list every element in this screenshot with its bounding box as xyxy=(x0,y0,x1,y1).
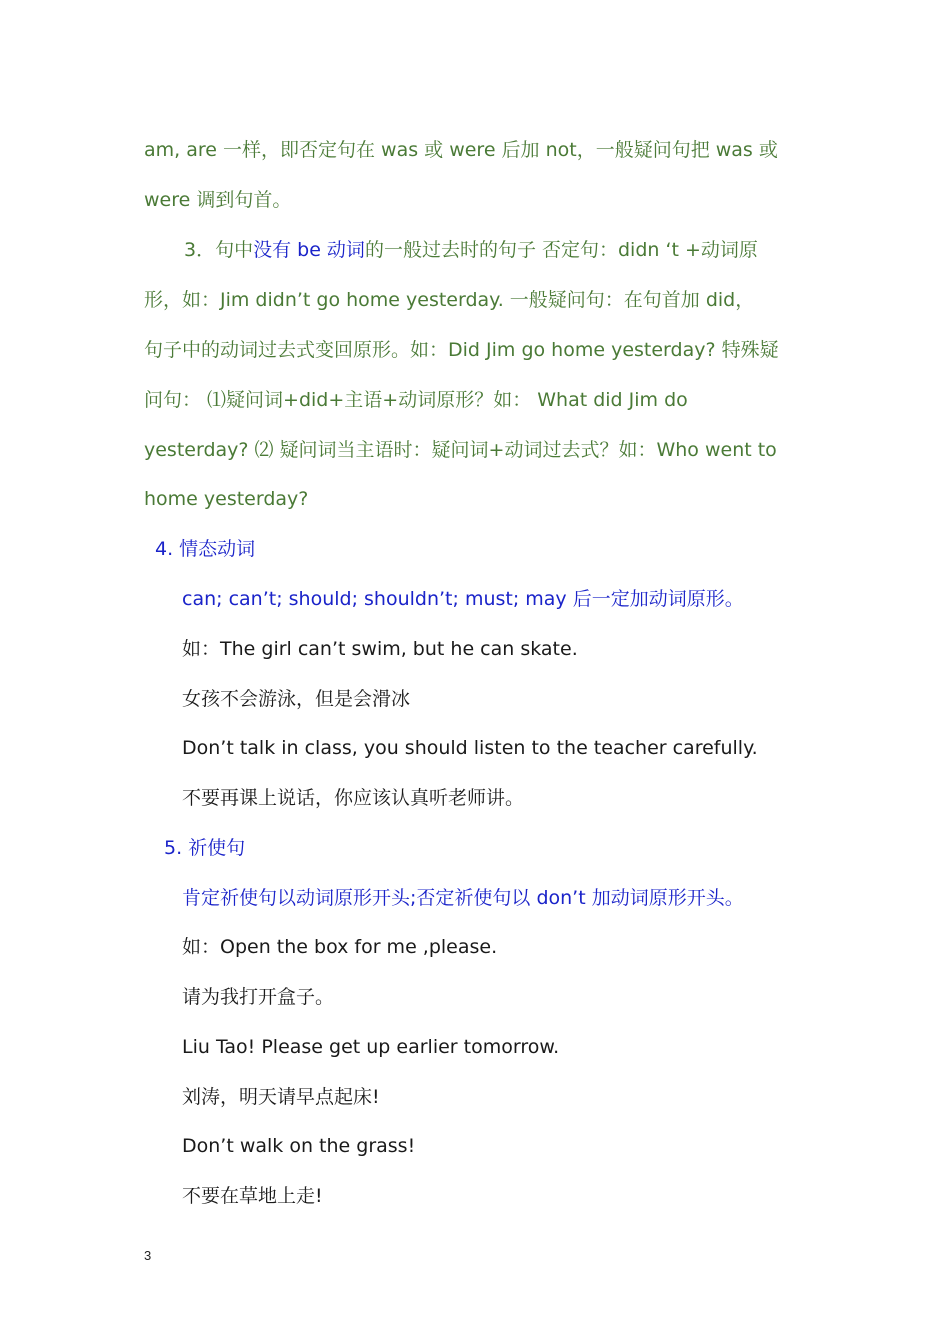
section-4-heading: 4. 情态动词 xyxy=(155,538,256,560)
green-paragraph-line-2: were 调到句首。 xyxy=(144,189,292,211)
section-4-example-1: 如：The girl can’t swim, but he can skate. xyxy=(182,638,578,660)
section-5-example-2-translation: 刘涛，明天请早点起床! xyxy=(182,1086,380,1108)
green-paragraph-line-6: 问句： ⑴疑问词+did+主语+动词原形？如： What did Jim do xyxy=(144,389,688,411)
section-5-rule: 肯定祈使句以动词原形开头;否定祈使句以 don’t 加动词原形开头。 xyxy=(182,887,744,909)
section-5-example-1-translation: 请为我打开盒子。 xyxy=(182,986,335,1008)
green-paragraph-line-1: am, are 一样，即否定句在 was 或 were 后加 not，一般疑问句把 was 或 xyxy=(144,139,778,161)
section-5-example-2: Liu Tao! Please get up earlier tomorrow. xyxy=(182,1036,560,1058)
section-5-example-1: 如：Open the box for me ,please. xyxy=(182,936,498,958)
item-3-rest: 的一般过去时的句子 否定句：didn ‘t +动词原 xyxy=(364,239,758,261)
section-4-example-1-translation: 女孩不会游泳，但是会滑冰 xyxy=(182,688,411,710)
section-4-example-2: Don’t talk in class, you should listen to the teacher carefully. xyxy=(182,737,758,759)
section-5-example-3-translation: 不要在草地上走! xyxy=(182,1185,323,1207)
section-5-heading: 5. 祈使句 xyxy=(164,837,246,859)
green-paragraph-line-5: 句子中的动词过去式变回原形。如：Did Jim go home yesterday? 特殊疑 xyxy=(144,339,779,361)
section-4-example-2-translation: 不要再课上说话，你应该认真听老师讲。 xyxy=(182,787,525,809)
green-paragraph-line-7: yesterday? ⑵ 疑问词当主语时：疑问词+动词过去式？如：Who went to xyxy=(144,439,777,461)
page-number: 3 xyxy=(144,1248,152,1263)
highlight-no-be-verb: 没有 be 动词 xyxy=(253,239,365,261)
section-4-rule: can; can’t; should; shouldn’t; must; may 后一定加动词原形。 xyxy=(182,588,744,610)
green-paragraph-line-8: home yesterday? xyxy=(144,488,309,510)
green-paragraph-line-3 xyxy=(184,237,758,263)
green-paragraph-line-4: 形，如：Jim didn’t go home yesterday. 一般疑问句：在句首加 did， xyxy=(144,289,755,311)
item-3-prefix: 3．句中 xyxy=(184,239,254,261)
section-5-example-3: Don’t walk on the grass! xyxy=(182,1135,416,1157)
